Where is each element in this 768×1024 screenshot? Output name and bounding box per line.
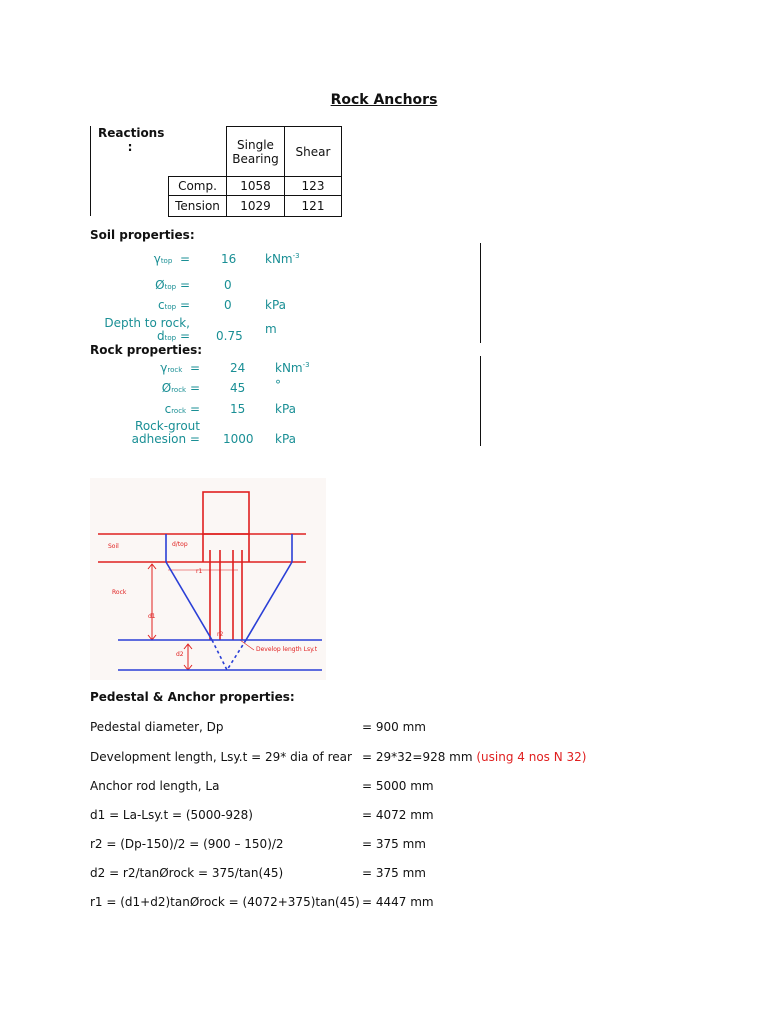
eq-sign: = (189, 381, 200, 395)
rock-c-value: 15 (230, 402, 246, 416)
rock-gamma-value: 24 (230, 361, 246, 375)
rock-phi-value: 45 (230, 381, 246, 395)
reactions-header-single-bearing (226, 126, 285, 177)
gamma-sub: top (160, 257, 173, 265)
gamma-sub: rock (167, 366, 183, 374)
d1-label: d1 (148, 613, 156, 620)
reactions-header-single-line1: Single (237, 137, 274, 152)
soil-c-value: 0 (224, 298, 232, 312)
value-text: = 4072 mm (362, 808, 434, 822)
c-sub: top (164, 303, 177, 311)
calc-row-label: Pedestal diameter, Dp (90, 720, 224, 734)
unit-text: kNm (265, 252, 293, 266)
rock-adhesion-line2: adhesion = (131, 432, 200, 446)
rock-c-label (120, 402, 200, 416)
calc-row-value (362, 808, 434, 822)
gamma-symbol: γ (153, 252, 161, 266)
phi-symbol: Ø (155, 278, 165, 292)
rock-phi-unit: ° (275, 378, 281, 392)
calc-row-label: d1 = La-Lsy.t = (5000-928) (90, 808, 253, 822)
d-symbol: d (157, 329, 165, 343)
pedestal-top (203, 492, 249, 534)
reactions-cell: 1058 (226, 176, 285, 196)
soil-phi-value: 0 (224, 278, 232, 292)
pedestal-heading: Pedestal & Anchor properties: (90, 690, 295, 704)
soil-gamma-value: 16 (221, 252, 237, 266)
soil-right-rule (480, 243, 481, 343)
soil-phi-label (120, 278, 190, 292)
diagram-svg (90, 478, 326, 680)
reactions-header-shear: Shear (284, 126, 342, 177)
soil-depth-unit: m (265, 322, 277, 336)
reactions-label (98, 126, 165, 154)
eq-sign: = (179, 329, 190, 343)
calc-row-value (362, 866, 426, 880)
value-note: (using 4 nos N 32) (476, 750, 587, 764)
soil-depth-value: 0.75 (216, 329, 243, 343)
cone-right-slope (246, 562, 292, 640)
calc-row-value (362, 895, 434, 909)
rock-adhesion-line1: Rock-grout (135, 419, 200, 433)
reactions-left-rule (90, 126, 91, 216)
c-symbol: c (164, 402, 172, 416)
phi-sub: rock (171, 386, 187, 394)
gamma-symbol: γ (160, 361, 168, 375)
soil-heading: Soil properties: (90, 228, 195, 242)
eq-sign: = (179, 252, 190, 266)
calc-row-value (362, 837, 426, 851)
rock-phi-label (120, 381, 200, 395)
soil-gamma-unit (265, 252, 300, 266)
dtop-label: d/top (172, 541, 188, 548)
rock-label: Rock (112, 589, 127, 596)
rock-gamma-unit (275, 361, 310, 375)
soil-label: Soil (108, 543, 119, 550)
reactions-cell: 121 (284, 195, 342, 217)
calc-row-label: r1 = (d1+d2)tanØrock = (4072+375)tan(45) (90, 895, 360, 909)
cone-tip-dashed (212, 640, 246, 670)
phi-sub: top (164, 283, 177, 291)
rock-right-rule (480, 356, 481, 446)
soil-gamma-label (120, 252, 190, 266)
d-sub: top (164, 334, 177, 342)
rock-anchor-diagram (90, 478, 326, 680)
rock-heading: Rock properties: (90, 343, 203, 357)
value-text: = 900 mm (362, 720, 426, 734)
value-text: = 5000 mm (362, 779, 434, 793)
calc-row-value (362, 779, 434, 793)
c-symbol: c (158, 298, 165, 312)
eq-sign: = (189, 402, 200, 416)
calc-row-label: r2 = (Dp-150)/2 = (900 – 150)/2 (90, 837, 284, 851)
r2-label: r2 (217, 631, 224, 638)
soil-c-label (120, 298, 190, 312)
cone-left-slope (166, 562, 212, 640)
r1-label: r1 (196, 568, 203, 575)
reactions-label-line2: : (127, 140, 133, 154)
rock-gamma-label (120, 361, 200, 375)
reactions-label-line1: Reactions (98, 126, 165, 140)
value-text: = 29*32=928 mm (362, 750, 477, 764)
reactions-header-single-line2: Bearing (232, 151, 279, 166)
value-text: = 4447 mm (362, 895, 434, 909)
soil-depth-line1: Depth to rock, (104, 316, 190, 330)
develop-label: Develop length Lsy.t (256, 646, 318, 653)
soil-c-unit: kPa (265, 298, 286, 312)
eq-sign: = (179, 278, 190, 292)
eq-sign: = (189, 361, 200, 375)
c-sub: rock (171, 407, 187, 415)
rock-c-unit: kPa (275, 402, 296, 416)
calc-row-label: Anchor rod length, La (90, 779, 220, 793)
unit-sup: -3 (302, 361, 310, 369)
page-title: Rock Anchors (330, 92, 438, 108)
reactions-row-label: Comp. (168, 176, 227, 196)
reactions-cell: 1029 (226, 195, 285, 217)
value-text: = 375 mm (362, 837, 426, 851)
calc-row-label: Development length, Lsy.t = 29* dia of rear (90, 750, 352, 764)
unit-text: kNm (275, 361, 303, 375)
unit-sup: -3 (292, 252, 300, 260)
value-text: = 375 mm (362, 866, 426, 880)
calc-row-label: d2 = r2/tanØrock = 375/tan(45) (90, 866, 284, 880)
soil-depth-label (120, 329, 190, 343)
calc-row-value (362, 720, 426, 734)
eq-sign: = (179, 298, 190, 312)
reactions-cell: 123 (284, 176, 342, 196)
d2-label: d2 (176, 651, 184, 658)
rock-adhesion-value: 1000 (223, 432, 254, 446)
reactions-row-label: Tension (168, 195, 227, 217)
calc-row-value (362, 750, 587, 764)
phi-symbol: Ø (161, 381, 172, 395)
rock-adhesion-unit: kPa (275, 432, 296, 446)
